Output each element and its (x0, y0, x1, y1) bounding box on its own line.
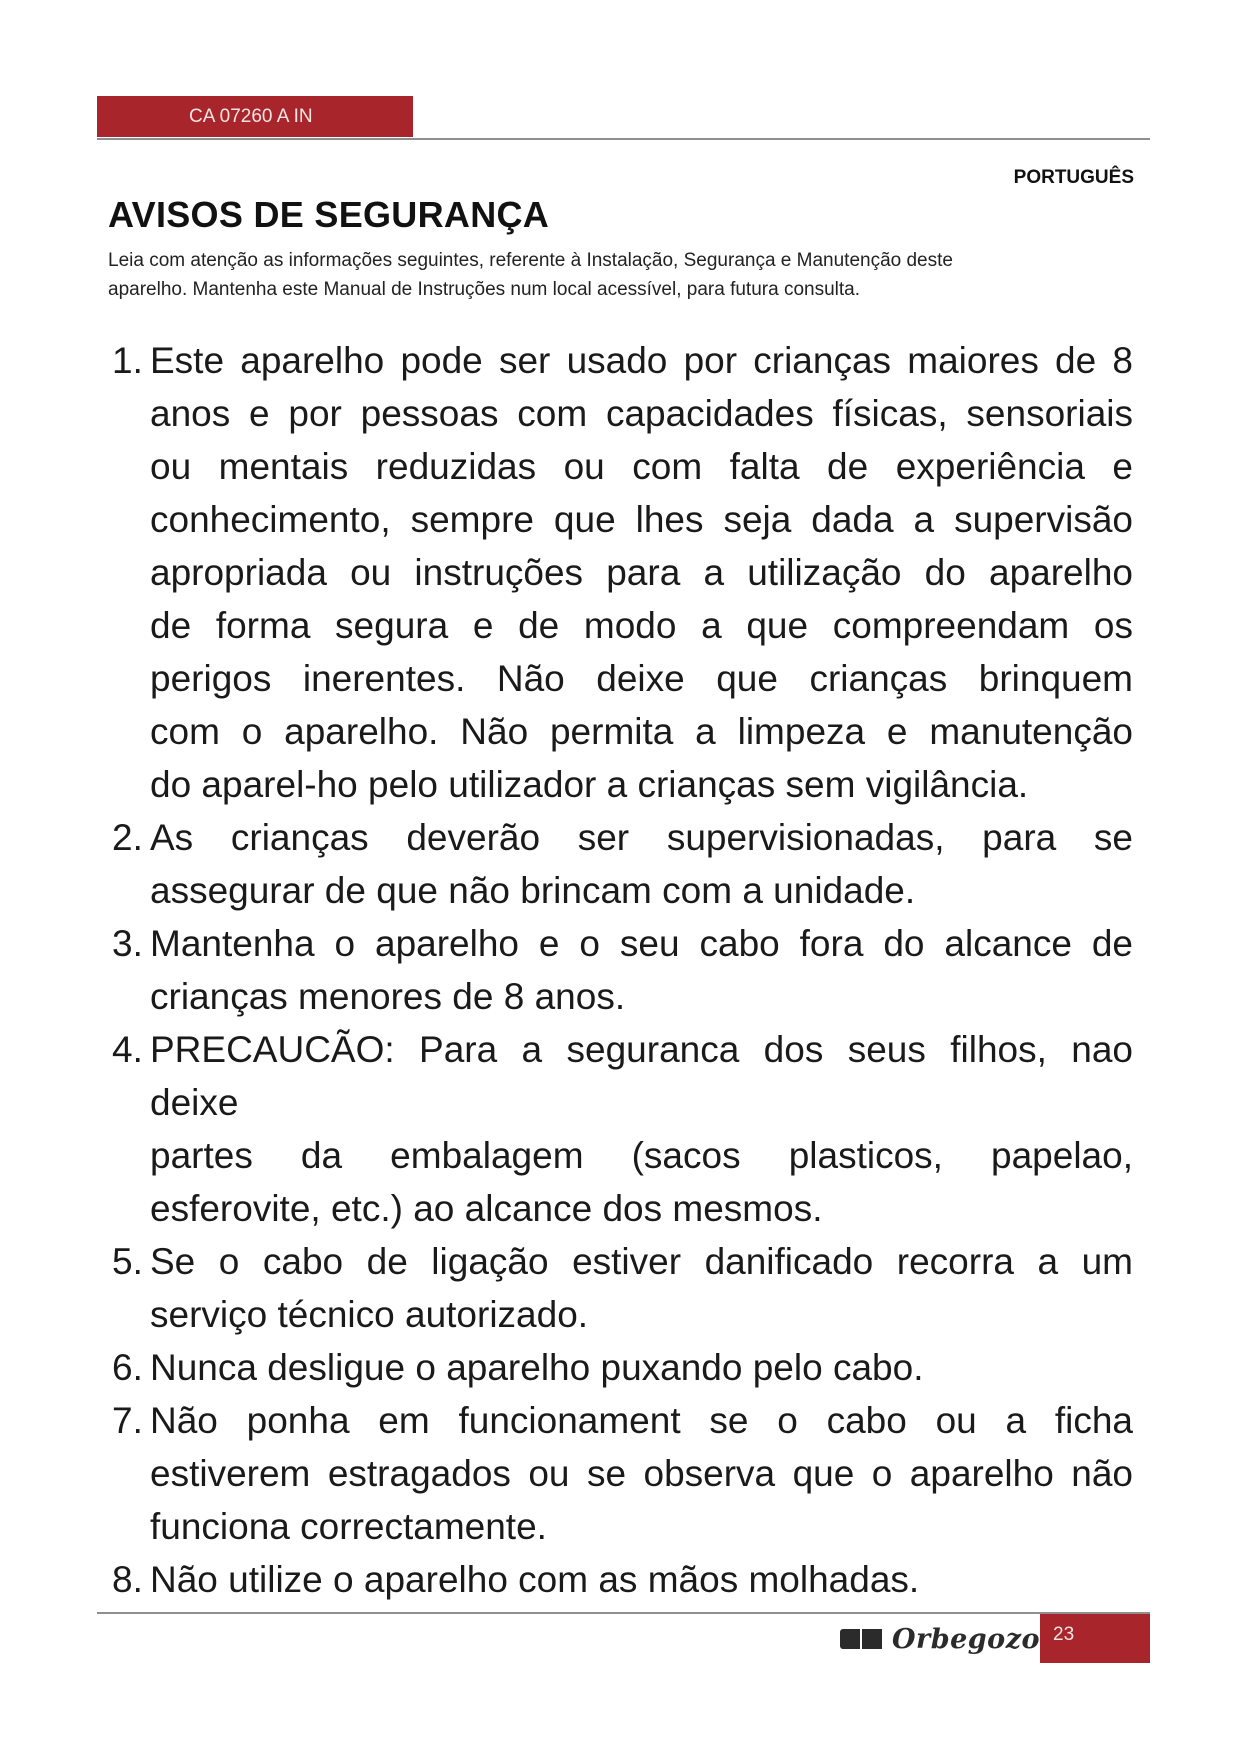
model-code-tab (97, 96, 413, 137)
warning-line: funciona correctamente. (150, 1506, 547, 1547)
warning-number: 2. (112, 817, 143, 858)
warning-line: assegurar de que não brincam com a unidade. (150, 870, 916, 911)
warning-line: Não utilize o aparelho com as mãos molhadas. (150, 1559, 920, 1600)
warning-line: de forma segura e de modo a que compreendam os (150, 605, 1133, 646)
warning-line: Mantenha o aparelho e o seu cabo fora do alcance de (150, 923, 1133, 964)
warning-line: PRECAUCÃO: Para a seguranca dos seus filhos, nao deixe (150, 1029, 1133, 1123)
warning-item-2 (108, 811, 1133, 917)
warning-line: anos e por pessoas com capacidades físicas, sensoriais (150, 393, 1133, 434)
warning-line: conhecimento, sempre que lhes seja dada a supervisão (150, 499, 1133, 540)
warning-line: Este aparelho pode ser usado por crianças maiores de 8 (150, 340, 1133, 381)
warning-line: estiverem estragados ou se observa que o aparelho não (150, 1453, 1133, 1494)
intro-text (108, 246, 1108, 304)
warning-number: 7. (112, 1400, 143, 1441)
warning-item-6 (108, 1341, 1133, 1394)
footer-divider (97, 1612, 1150, 1614)
warning-number: 6. (112, 1347, 143, 1388)
brand-name: Orbegozo (892, 1623, 1041, 1655)
orbegozo-logo-icon (840, 1629, 882, 1649)
language-label: PORTUGUÊS (1013, 167, 1134, 188)
section-title: AVISOS DE SEGURANÇA (108, 194, 550, 235)
model-code: CA 07260 A IN (189, 106, 313, 127)
intro-line: aparelho. Mantenha este Manual de Instruções num local acessível, para futura consulta. (108, 279, 860, 300)
warning-line: Não ponha em funcionament se o cabo ou a ficha (150, 1400, 1133, 1441)
warning-line: apropriada ou instruções para a utilização do aparelho (150, 552, 1133, 593)
warning-line: Se o cabo de ligação estiver danificado recorra a um (150, 1241, 1133, 1282)
warning-number: 5. (112, 1241, 143, 1282)
intro-line: Leia com atenção as informações seguintes, referente à Instalação, Segurança e Manutenção deste (108, 250, 953, 271)
warning-number: 3. (112, 923, 143, 964)
page-number-box (1040, 1614, 1150, 1663)
warning-line: Nunca desligue o aparelho puxando pelo cabo. (150, 1347, 924, 1388)
warning-item-8 (108, 1553, 1133, 1606)
warning-item-1 (108, 334, 1133, 811)
warning-number: 1. (112, 340, 143, 381)
warning-line: perigos inerentes. Não deixe que crianças brinquem (150, 658, 1133, 699)
warning-item-5 (108, 1235, 1133, 1341)
warning-line: ou mentais reduzidas ou com falta de experiência e (150, 446, 1133, 487)
brand-logo (840, 1622, 1040, 1656)
warning-line: esferovite, etc.) ao alcance dos mesmos. (150, 1188, 823, 1229)
warning-item-4 (108, 1023, 1133, 1235)
warning-line: com o aparelho. Não permita a limpeza e manutenção (150, 711, 1133, 752)
warning-line: crianças menores de 8 anos. (150, 976, 626, 1017)
warning-item-7 (108, 1394, 1133, 1553)
warning-line: partes da embalagem (sacos plasticos, papelao, (150, 1135, 1133, 1176)
warning-line: serviço técnico autorizado. (150, 1294, 589, 1335)
warning-item-3 (108, 917, 1133, 1023)
safety-warnings-list (108, 334, 1133, 1606)
header-divider (97, 138, 1150, 140)
warning-number: 4. (112, 1029, 143, 1070)
warning-line: do aparel-ho pelo utilizador a crianças sem vigilância. (150, 764, 1029, 805)
warning-line: As crianças deverão ser supervisionadas, para se (150, 817, 1133, 858)
page-number: 23 (1053, 1624, 1075, 1645)
warning-number: 8. (112, 1559, 143, 1600)
